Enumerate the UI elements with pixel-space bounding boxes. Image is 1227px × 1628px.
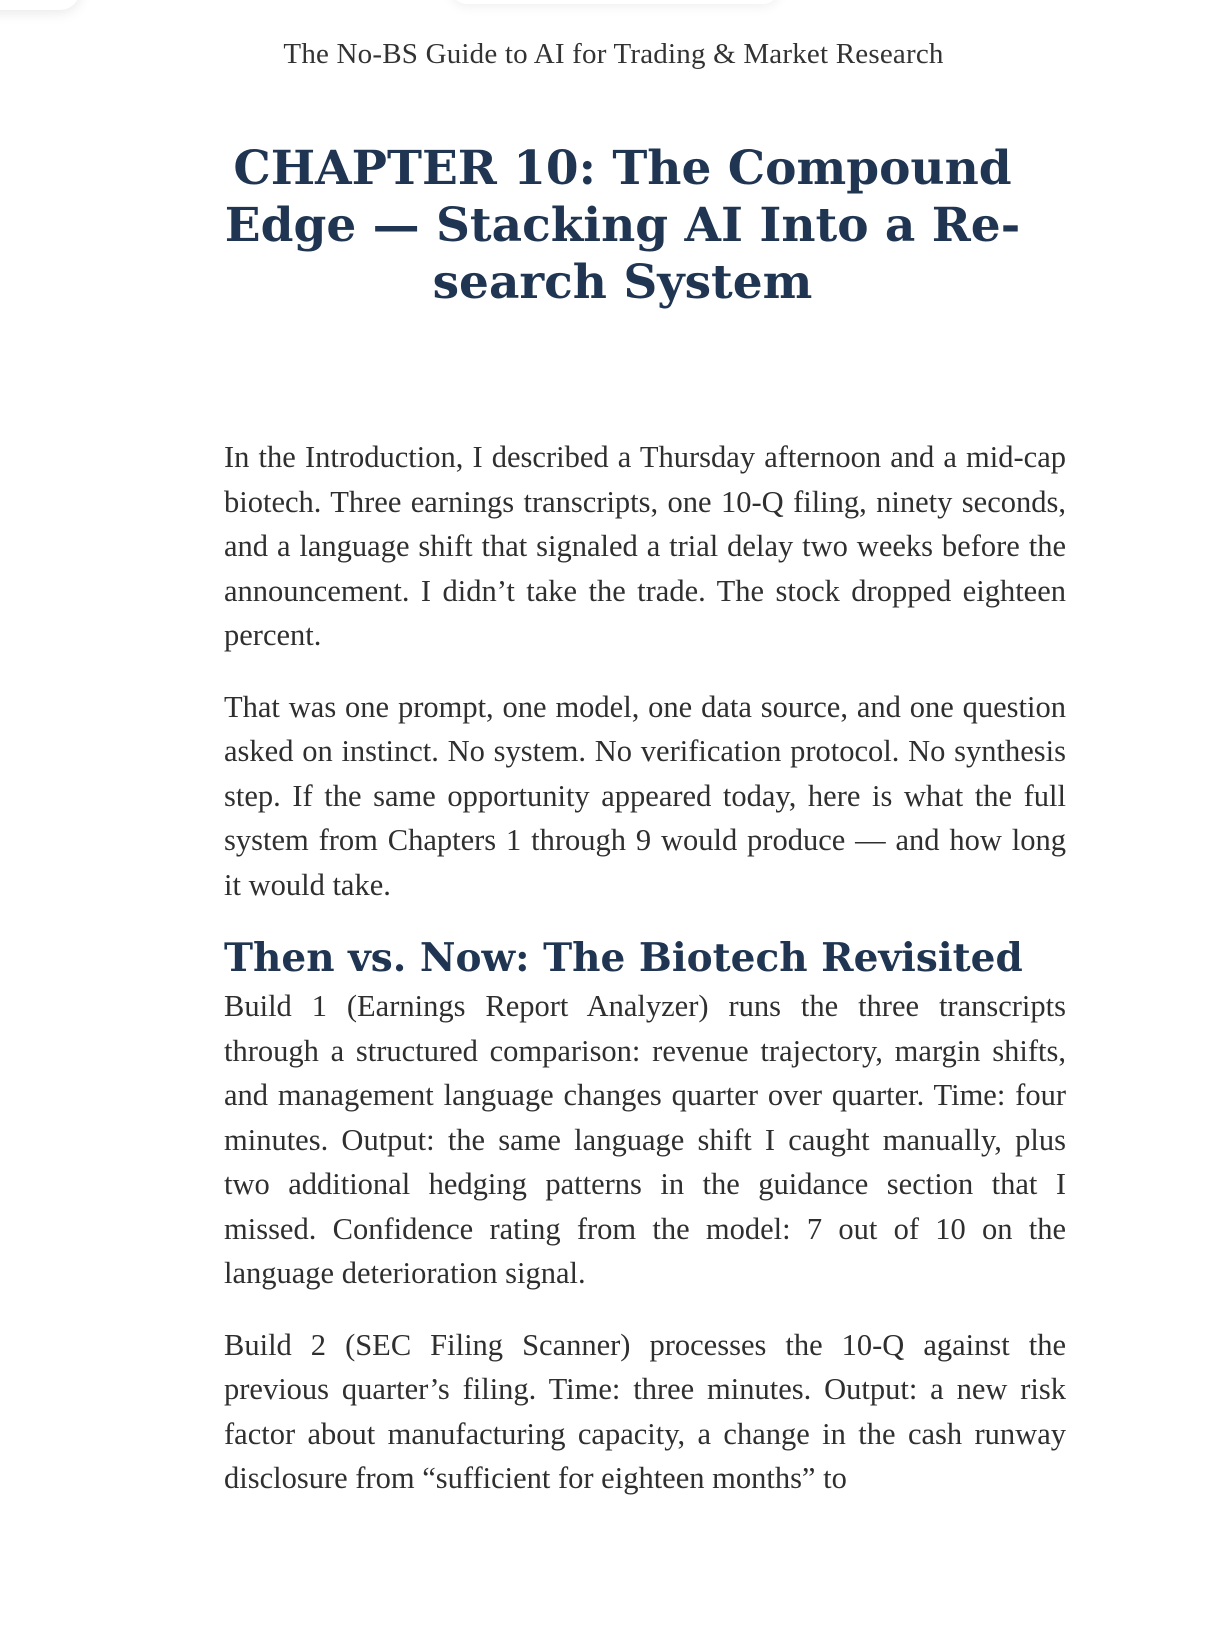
- overlay-shadow: [450, 0, 780, 4]
- body-paragraph: That was one prompt, one model, one data source, and one question asked on instinct. No system. No verification protocol. No synthesis step. If the same opportunity appeared today, here is what the full system from Chapters 1 through 9 would produce — and how long it would take.: [224, 689, 1066, 902]
- body-paragraph: Build 1 (Earnings Report Analyzer) runs the three transcripts through a structured comparison: revenue trajectory, margin shifts, and management language changes quarter over quarter. Time: four minutes. Output: the same language shift I caught manually, plus two additional hedging patterns in the guidance section that I missed. Confidence rating from the model: 7 out of 10 on the language deterioration signal.: [224, 989, 1066, 1290]
- section-heading: Then vs. Now: The Biotech Revisited: [224, 935, 1023, 981]
- body-paragraph: In the Introduction, I described a Thursday afternoon and a mid-cap biotech. Three earnings transcripts, one 10-Q filing, ninety seconds, and a language shift that signaled a trial delay two weeks before the announcement. I didn’t take the trade. The stock dropped eighteen percent.: [224, 440, 1066, 652]
- chapter-title: CHAPTER 10: The Compound Edge — Stacking AI Into a Research System: [224, 141, 1021, 310]
- body-paragraph: Build 2 (SEC Filing Scanner) processes the 10-Q against the previous quarter’s filing. Time: three minutes. Output: a new risk factor about manufacturing capacity, a change in the cash runway disclosure from “sufficient for eighteen months” to: [224, 1327, 1066, 1495]
- running-header: The No-BS Guide to AI for Trading & Market Research: [283, 38, 944, 70]
- overlay-shadow: [0, 0, 80, 10]
- chapter-body: [224, 435, 1066, 1528]
